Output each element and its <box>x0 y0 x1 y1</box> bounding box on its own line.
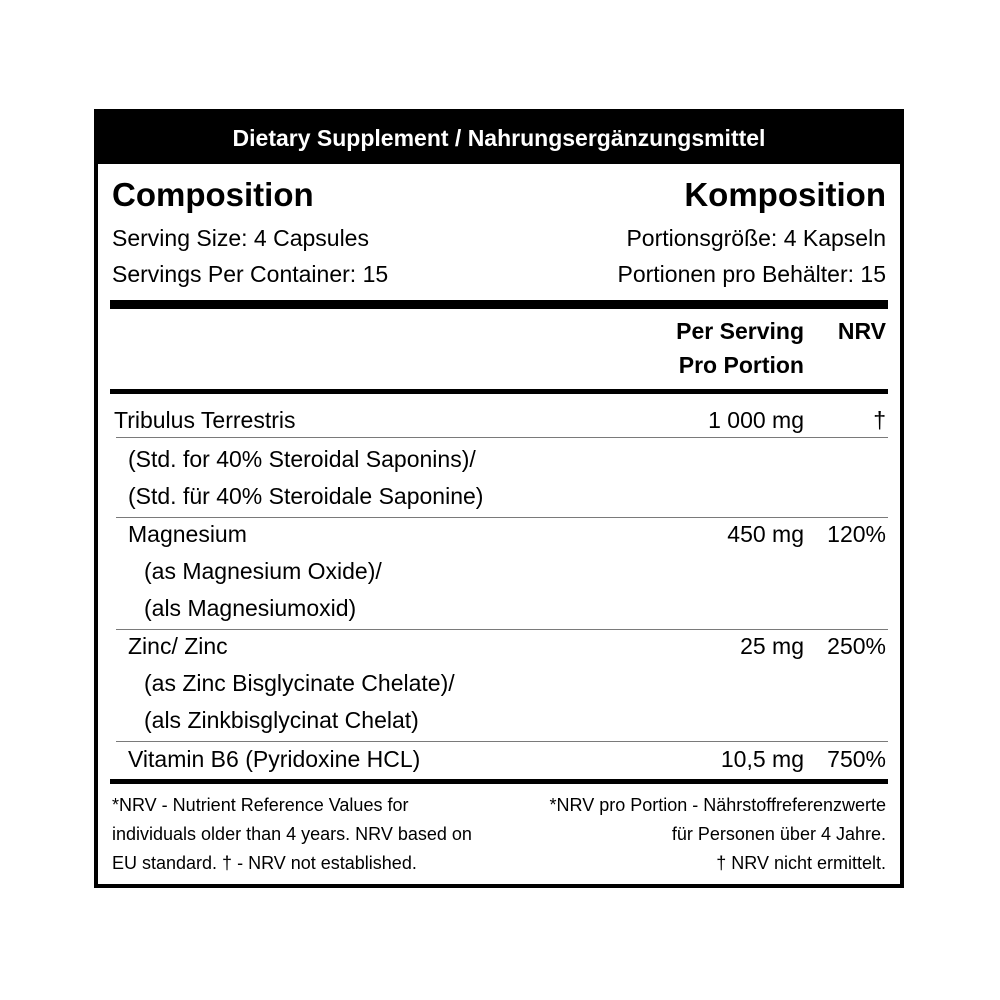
footnote-de: *NRV pro Portion - Nährstoffreferenzwerte für Personen über 4 Jahre. † NRV nicht ermittelt. <box>549 795 886 873</box>
supplement-facts-label <box>94 109 904 888</box>
ingredient-name: Magnesium <box>128 521 247 547</box>
ingredient-nrv: 750% <box>827 746 886 772</box>
ingredient-detail: (Std. for 40% Steroidal Saponins)/ <box>128 446 476 472</box>
composition-title: Composition <box>112 176 314 213</box>
row-divider <box>116 517 888 518</box>
ingredient-name: Vitamin B6 (Pyridoxine HCL) <box>128 746 421 772</box>
serving-size-de: Portionsgröße: 4 Kapseln <box>626 225 886 251</box>
nrv-header: NRV <box>837 318 886 344</box>
ingredient-nrv: 120% <box>827 521 886 547</box>
ingredient-amount: 1 000 mg <box>708 407 804 433</box>
serving-size-en: Serving Size: 4 Capsules <box>112 225 369 251</box>
ingredient-detail: (Std. für 40% Steroidale Saponine) <box>128 483 484 509</box>
ingredient-detail: (als Zinkbisglycinat Chelat) <box>144 707 419 733</box>
ingredient-amount: 450 mg <box>727 521 804 547</box>
komposition-title: Komposition <box>684 176 886 213</box>
row-divider <box>116 629 888 630</box>
per-serving-header: Per Serving <box>676 318 804 344</box>
ingredient-nrv: 250% <box>827 633 886 659</box>
ingredient-name: Zinc/ Zinc <box>128 633 228 659</box>
ingredient-amount: 25 mg <box>740 633 804 659</box>
label-banner: Dietary Supplement / Nahrungsergänzungsmittel <box>98 113 900 164</box>
ingredient-detail: (as Magnesium Oxide)/ <box>144 558 382 584</box>
ingredient-detail: (als Magnesiumoxid) <box>144 595 357 621</box>
ingredient-name: Tribulus Terrestris <box>114 407 296 433</box>
row-divider <box>116 741 888 742</box>
ingredient-nrv: † <box>873 407 886 433</box>
header-divider <box>110 389 888 394</box>
ingredient-detail: (as Zinc Bisglycinate Chelate)/ <box>144 670 455 696</box>
footnote-en: *NRV - Nutrient Reference Values for individuals older than 4 years. NRV based on EU standard. † - NRV not established. <box>112 795 472 873</box>
servings-per-container-en: Servings Per Container: 15 <box>112 261 389 287</box>
footer-divider <box>110 779 888 784</box>
servings-per-container-de: Portionen pro Behälter: 15 <box>617 261 886 287</box>
ingredient-amount: 10,5 mg <box>720 746 804 772</box>
row-divider <box>116 437 888 438</box>
thick-divider <box>110 300 888 309</box>
pro-portion-header: Pro Portion <box>678 352 804 378</box>
